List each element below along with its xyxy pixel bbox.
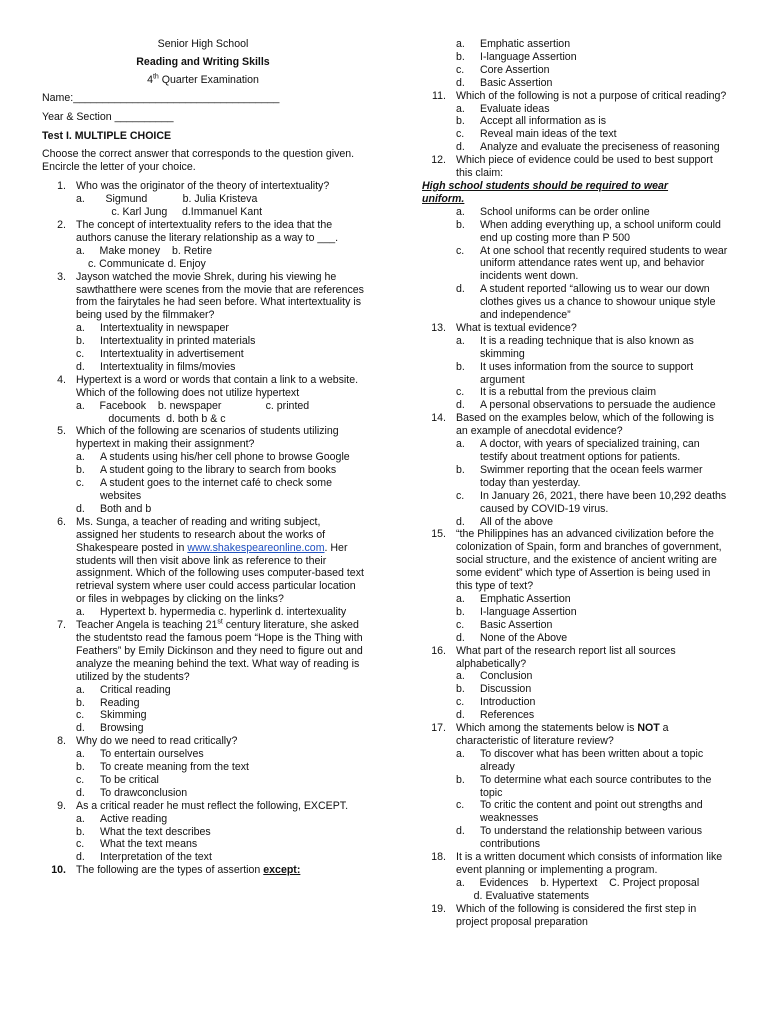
option: a. Intertextuality in newspaper	[76, 322, 229, 335]
question-13: 13. What is textual evidence? a. It is a reading technique that is also known as skimming b. It uses information from the source to support argument c. It is a rebuttal from the previous claim d. A personal observations to persuade the audience	[422, 322, 728, 412]
question-text: It is a written document which consists of information like event planning or implementing a program.	[456, 851, 723, 876]
option: a. School uniforms can be order online	[456, 205, 650, 218]
option: d. References	[456, 709, 535, 722]
shakespeare-link[interactable]: www.shakespeareonline.com	[187, 541, 325, 554]
option: d. To drawconclusion	[76, 786, 188, 799]
option-line: d. Evaluative statements	[456, 889, 590, 902]
question-text: What is textual evidence?	[456, 321, 577, 334]
question-text: Jayson watched the movie Shrek, during his viewing he sawthatthere were scenes from the movie that are references from the fairytales he had seen before. What intertextuality is being used by the filmmaker?	[76, 270, 364, 322]
question-text: Which piece of evidence could be used to best support this claim:	[456, 154, 713, 180]
option: b. Accept all information as is	[456, 115, 607, 128]
school-heading: Senior High School	[157, 38, 249, 50]
option: c. To critic the content and point out strengths and weaknesses	[456, 799, 703, 825]
option: c. Core Assertion	[456, 63, 550, 76]
question-text: Which among the statements below is NOT a characteristic of literature review?	[456, 722, 669, 747]
option: b. What the text describes	[76, 825, 211, 838]
name-field: Name:___________________________________	[42, 91, 280, 104]
option: d. None of the Above	[456, 631, 568, 644]
option: c. Intertextuality in advertisement	[76, 348, 244, 361]
claim-text: High school students should be required to wear uniform.	[422, 179, 669, 205]
option: b. A student going to the library to search from books	[76, 464, 337, 477]
question-2: 2. The concept of intertextuality refers to the idea that the authors canuse the literary relationship as a way to ___. a. Make money b. Retire c. Communicate d. Enjoy	[42, 219, 364, 271]
option-line: documents d. both b & c	[76, 412, 226, 425]
question-15: 15. “the Philippines has an advanced civilization before the colonization of Spain, form and branches of government, social structure, and the existence of ancient writing are some evident” which type of Assertion is being used in this type of text? a. Emphatic Assertion b. I-language Assertion c. Basic Assertion d. None of the Above	[422, 528, 728, 644]
option: c. Reveal main ideas of the text	[456, 128, 617, 141]
option: d. A personal observations to persuade the audience	[456, 399, 716, 412]
option: b. Intertextuality in printed materials	[76, 335, 256, 348]
question-18: 18. It is a written document which consists of information like event planning or implementing a program. a. Evidences b. Hypertext C. Project proposal d. Evaluative statements	[422, 851, 728, 903]
question-text: The concept of intertextuality refers to the idea that the authors canuse the literary relationship as a way to ___.	[76, 218, 339, 244]
option: b. It uses information from the source to support argument	[456, 360, 694, 386]
question-6: 6. Ms. Sunga, a teacher of reading and writing subject, assigned her students to research about the works of Shakespeare posted in www.shakespeareonline.com. Her students will then visit above link as reference to their assignment. Which of the following uses computer-based text retrieval system where user could access particular location or files in webpages by clicking on the links? a. Hypertext b. hypermedia c. hyperlink d. intertexuality	[42, 516, 364, 619]
question-17: 17. Which among the statements below is NOT a characteristic of literature review? a. To discover what has been written about a topic already b. To determine what each source contributes to the topic c. To critic the content and point out strengths and weaknesses d. To understand the relationship between various contributions	[422, 722, 728, 851]
option: b. To determine what each source contributes to the topic	[456, 773, 712, 799]
option: a. It is a reading technique that is also known as skimming	[456, 334, 694, 360]
question-text: Which of the following is considered the first step in project proposal preparation	[456, 902, 697, 928]
question-10: 10. The following are the types of assertion except:	[42, 864, 364, 877]
section-field: Year & Section __________	[42, 110, 174, 123]
option-line: c. Karl Jung d.Immanuel Kant	[76, 206, 263, 219]
question-14: 14. Based on the examples below, which of the following is an example of anecdotal evidence? a. A doctor, with years of specialized training, can testify about treatment options for patients. b. Swimmer reporting that the ocean feels warmer today than yesterday. c. In January 26, 2021, there have been 10,292 deaths caused by COVID-19 virus. d. All of the above	[422, 412, 728, 528]
option: c. What the text means	[76, 838, 198, 851]
question-text: Why do we need to read critically?	[76, 735, 238, 748]
question-4: 4. Hypertext is a word or words that contain a link to a website. Which of the following does not utilize hypertext a. Facebook b. newspaper c. printed documents d. both b & c	[42, 374, 364, 426]
option: d. Browsing	[76, 722, 144, 735]
option: b. I-language Assertion	[456, 50, 577, 63]
option: a. Hypertext b. hypermedia c. hyperlink d. intertexuality	[76, 606, 347, 619]
question-text: Teacher Angela is teaching 21st century literature, she asked the studentsto read the famous poem “Hope is the Thing with Feathers” by Emily Dickinson and they need to figure out and analyze the meaning behind the text. What way of reading is utilized by the students?	[76, 618, 363, 683]
question-8: 8. Why do we need to read critically? a. To entertain ourselves b. To create meaning from the text c. To be critical d. To drawconclusion	[42, 735, 364, 800]
option: c. Basic Assertion	[456, 618, 553, 631]
option: c. Introduction	[456, 696, 536, 709]
option: a. Active reading	[76, 812, 168, 825]
option: a. Emphatic Assertion	[456, 592, 571, 605]
right-column	[422, 38, 728, 929]
question-11: 11. Which of the following is not a purpose of critical reading? a. Evaluate ideas b. Accept all information as is c. Reveal main ideas of the text d. Analyze and evaluate the preciseness of reasoning	[422, 90, 728, 155]
question-7: 7. Teacher Angela is teaching 21st century literature, she asked the studentsto read the famous poem “Hope is the Thing with Feathers” by Emily Dickinson and they need to figure out and analyze the meaning behind the text. What way of reading is utilized by the students? a. Critical reading b. Reading c. Skimming d. Browsing	[42, 619, 364, 735]
question-19: 19. Which of the following is considered the first step in project proposal preparation	[422, 903, 728, 929]
option: a. Conclusion	[456, 670, 533, 683]
question-text: “the Philippines has an advanced civilization before the colonization of Spain, form and branches of government, social structure, and the existence of ancient writing are some evident” which type of Assertion is being used in this type of text?	[456, 528, 722, 593]
option-line: c. Communicate d. Enjoy	[88, 257, 206, 270]
question-5: 5. Which of the following are scenarios of students utilizing hypertext in making their assignment? a. A students using his/her cell phone to browse Google b. A student going to the library to search from books c. A student goes to the internet café to check some websites d. Both and b	[42, 425, 364, 515]
question-9: 9. As a critical reader he must reflect the following, EXCEPT. a. Active reading b. What the text describes c. What the text means d. Interpretation of the text	[42, 800, 364, 865]
option: a. Evaluate ideas	[456, 102, 550, 115]
quarter-heading: 4th Quarter Examination	[147, 73, 259, 86]
question-text: Who was the originator of the theory of intertextuality?	[76, 180, 330, 193]
option: c. To be critical	[76, 773, 159, 786]
option: a. A doctor, with years of specialized training, can testify about treatment options for patients.	[456, 438, 700, 463]
option: d. All of the above	[456, 515, 554, 528]
question-1: 1. Who was the originator of the theory of intertextuality? a. Sigmund b. Julia Kristeva c. Karl Jung d.Immanuel Kant	[42, 180, 364, 219]
question-text: What part of the research report list all sources alphabetically?	[456, 644, 676, 670]
question-10-options	[422, 38, 728, 90]
question-3: 3. Jayson watched the movie Shrek, during his viewing he sawthatthere were scenes from the movie that are references from the fairytales he had seen before. What intertextuality is being used by the filmmaker? a. Intertextuality in newspaper b. Intertextuality in printed materials c. Intertextuality in advertisement d. Intertextuality in films/movies	[42, 271, 364, 374]
option: c. In January 26, 2021, there have been 10,292 deaths caused by COVID-19 virus.	[456, 489, 727, 515]
option-line: a. Make money b. Retire	[76, 244, 213, 257]
left-column	[42, 38, 364, 877]
question-text: Based on the examples below, which of the following is an example of anecdotal evidence?	[456, 412, 714, 438]
question-text: Hypertext is a word or words that contain a link to a website. Which of the following does not utilize hypertext	[76, 373, 359, 399]
option: c. A student goes to the internet café to check some websites	[76, 477, 333, 502]
option: a. Emphatic assertion	[456, 38, 571, 50]
option-line: a. Sigmund b. Julia Kristeva	[76, 193, 258, 206]
option: a. Critical reading	[76, 683, 171, 696]
option-line: a. Facebook b. newspaper c. printed	[76, 399, 310, 412]
option: d. Intertextuality in films/movies	[76, 360, 236, 373]
question-text: The following are the types of assertion except:	[76, 864, 301, 877]
option: b. When adding everything up, a school uniform could end up costing more than P 500	[456, 218, 721, 244]
question-12: 12. Which piece of evidence could be used to best support this claim: High school students should be required to wear uniform. a. School uniforms can be order online b. When adding everything up, a school uniform could end up costing more than P 500 c. At one school that recently required students to wear uniform attendance rates went up, and behavior incidents went down. d. A student reported “allowing us to wear our down clothes gives us a chance to showour unique style and independence”	[422, 154, 728, 322]
test-title: Test I. MULTIPLE CHOICE	[42, 129, 172, 142]
question-text: As a critical reader he must reflect the following, EXCEPT.	[76, 799, 349, 812]
option: c. At one school that recently required students to wear uniform attendance rates went up, and behavior incidents went down.	[456, 244, 728, 283]
option: d. Analyze and evaluate the preciseness of reasoning	[456, 141, 720, 154]
option: d. To understand the relationship between various contributions	[456, 825, 703, 851]
option: d. Interpretation of the text	[76, 851, 212, 864]
question-text: Ms. Sunga, a teacher of reading and writing subject, assigned her students to research about the works of Shakespeare posted in www.shakespeareonline.com. Her students will then visit above link as reference to their assignment. Which of the following uses computer-based text retrieval system where user could access particular location or files in webpages by clicking on the links?	[76, 515, 364, 606]
option: b. Swimmer reporting that the ocean feels warmer today than yesterday.	[456, 463, 703, 489]
option: a. To discover what has been written about a topic already	[456, 747, 704, 773]
option: b. Reading	[76, 696, 140, 709]
instructions: Choose the correct answer that corresponds to the question given. Encircle the letter of your choice.	[42, 148, 355, 174]
option: a. A students using his/her cell phone to browse Google	[76, 451, 350, 464]
option: b. Discussion	[456, 683, 532, 696]
question-text: Which of the following are scenarios of students utilizing hypertext in making their assignment?	[76, 425, 339, 451]
question-text: Which of the following is not a purpose of critical reading?	[456, 89, 727, 102]
option: d. A student reported “allowing us to wear our down clothes gives us a chance to showour unique style and independence”	[456, 283, 716, 322]
option: b. To create meaning from the text	[76, 761, 249, 774]
option: c. Skimming	[76, 709, 147, 722]
option: d. Basic Assertion	[456, 76, 553, 89]
option: a. To entertain ourselves	[76, 748, 204, 761]
option: c. It is a rebuttal from the previous claim	[456, 386, 657, 399]
option-line: a. Evidences b. Hypertext C. Project proposal	[456, 876, 700, 889]
subject-heading: Reading and Writing Skills	[136, 55, 270, 68]
question-16: 16. What part of the research report list all sources alphabetically? a. Conclusion b. Discussion c. Introduction d. References	[422, 645, 728, 722]
option: d. Both and b	[76, 502, 152, 515]
option: b. I-language Assertion	[456, 605, 577, 618]
